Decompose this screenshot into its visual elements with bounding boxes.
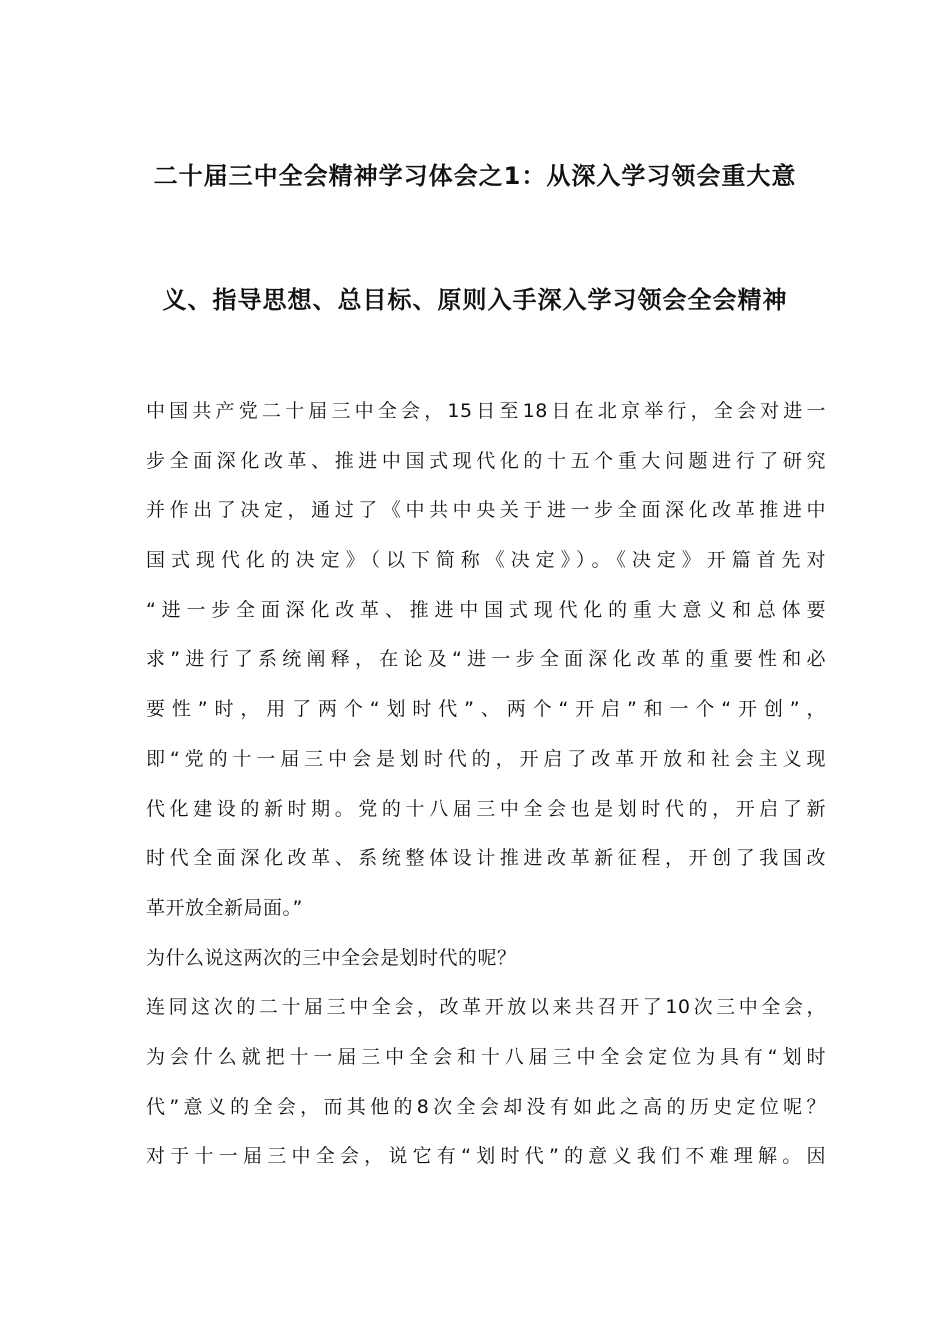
body-line: 并作出了决定，通过了《中共中央关于进一步全面深化改革推进中	[146, 499, 826, 522]
document-body	[146, 387, 826, 1182]
body-line: 要性”时，用了两个“划时代”、两个“开启”和一个“开创”，	[146, 698, 826, 721]
document-title-line-1: 二十届三中全会精神学习体会之1：从深入学习领会重大意	[153, 162, 797, 190]
body-line: 代”意义的全会，而其他的8次全会却没有如此之高的历史定位呢？	[146, 1095, 826, 1118]
body-line: 革开放全新局面。”	[146, 896, 303, 919]
body-line: “进一步全面深化改革、推进中国式现代化的重大意义和总体要	[146, 598, 826, 621]
body-line: 对于十一届三中全会，说它有“划时代”的意义我们不难理解。因	[146, 1145, 826, 1168]
document-title-line-2: 义、指导思想、总目标、原则入手深入学习领会全会精神	[162, 286, 788, 314]
body-line: 连同这次的二十届三中全会，改革开放以来共召开了10次三中全会，	[146, 996, 826, 1019]
body-line: 步全面深化改革、推进中国式现代化的十五个重大问题进行了研究	[146, 449, 826, 472]
body-line: 中国共产党二十届三中全会，15日至18日在北京举行，全会对进一	[146, 400, 826, 422]
body-line: 时代全面深化改革、系统整体设计推进改革新征程，开创了我国改	[146, 847, 826, 870]
body-line: 国式现代化的决定》（以下简称《决定》）。《决定》开篇首先对	[146, 549, 826, 572]
body-line: 为会什么就把十一届三中全会和十八届三中全会定位为具有“划时	[146, 1045, 826, 1068]
question-line: 为什么说这两次的三中全会是划时代的呢？	[146, 946, 517, 969]
body-line: 求”进行了系统阐释，在论及“进一步全面深化改革的重要性和必	[146, 648, 826, 671]
body-line: 即“党的十一届三中会是划时代的，开启了改革开放和社会主义现	[146, 747, 826, 770]
body-line: 代化建设的新时期。党的十八届三中全会也是划时代的，开启了新	[146, 797, 826, 820]
